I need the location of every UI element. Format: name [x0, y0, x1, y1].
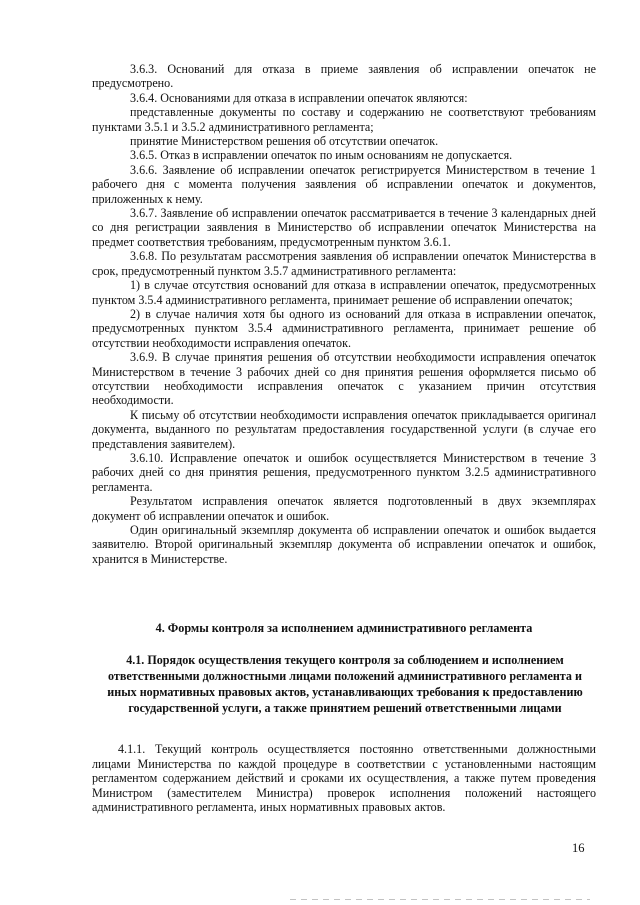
paragraph-3-6-8: 3.6.8. По результатам рассмотрения заявления об исправлении опечаток Министерства в срок, предусмотренный пунктом 3.5.7 административного регламента:: [92, 249, 596, 278]
paragraph-4-1-1: 4.1.1. Текущий контроль осуществляется постоянно ответственными должностными лицами Министерства по каждой процедуре в соответствии с установленными настоящим регламентом содержанием действий и сроками их осуществления, а также путем проведения Министром (заместителем Министра) проверок исполнения положений настоящего административного регламента, иных нормативных правовых актов.: [92, 742, 596, 815]
paragraph-3-6-10: 3.6.10. Исправление опечаток и ошибок осуществляется Министерством в течение 3 рабочих дней со дня принятия решения, предусмотренного пунктом 3.2.5 административного регламента.: [92, 450, 596, 494]
section-4-1-text: [92, 742, 596, 815]
subsection-4-1-heading: 4.1. Порядок осуществления текущего контроля за соблюдением и исполнением ответственными должностными лицами положений административного регламента и иных нормативных правовых актов, устанавливающих требования к предоставлению государственной услуги, а также принятием решений ответственными лицами: [107, 653, 583, 715]
paragraph-3-6-5: 3.6.5. Отказ в исправлении опечаток по иным основаниям не допускается.: [130, 148, 513, 163]
section-3-6-text: [92, 62, 596, 566]
paragraph-3-6-3: 3.6.3. Оснований для отказа в приеме заявления об исправлении опечаток не предусмотрено.: [92, 62, 596, 91]
paragraph-3-6-6: 3.6.6. Заявление об исправлении опечаток регистрируется Министерством в течение 1 рабочего дня с момента получения заявления об исправлении опечаток и документов, приложенных к нему.: [92, 162, 596, 206]
paragraph-refusal-ground-1: представленные документы по составу и содержанию не соответствуют требованиям пунктами 3.5.1 и 3.5.2 административного регламента;: [92, 105, 596, 134]
paragraph-letter-attachment: К письму об отсутствии необходимости исправления опечаток прикладывается оригинал документа, выданного по результатам предоставления государственной услуги (в случае его представления заявителем).: [92, 407, 596, 451]
paragraph-result: Результатом исправления опечаток является подготовленный в двух экземплярах документ об исправлении опечаток и ошибок.: [92, 494, 596, 523]
paragraph-decision-1: 1) в случае отсутствия оснований для отказа в исправлении опечаток, предусмотренных пунктом 3.5.4 административного регламента, принимает решение об исправлении опечаток;: [92, 278, 596, 307]
section-4-heading: 4. Формы контроля за исполнением административного регламента: [155, 621, 533, 635]
paragraph-decision-2: 2) в случае наличия хотя бы одного из оснований для отказа в исправлении опечаток, предусмотренных пунктом 3.5.4 административного регламента, принимает решение об отсутствии необходимости исправления опечаток.: [92, 306, 596, 350]
paragraph-3-6-4: 3.6.4. Основаниями для отказа в исправлении опечаток являются:: [130, 90, 468, 105]
paragraph-refusal-ground-2: принятие Министерством решения об отсутствии опечаток.: [130, 134, 439, 149]
page-number: 16: [572, 841, 585, 855]
paragraph-original-copies: Один оригинальный экземпляр документа об исправлении опечаток и ошибок выдается заявителю. Второй оригинальный экземпляр документа об исправлении опечаток и ошибок, хранится в Министерстве.: [92, 523, 596, 566]
scan-edge-mark: [290, 899, 590, 900]
paragraph-3-6-9: 3.6.9. В случае принятия решения об отсутствии необходимости исправления опечаток Министерством в течение 3 рабочих дней со дня принятия решения оформляется письмо об отсутствии необходимости исправления опечаток с указанием причин отсутствия необходимости.: [92, 350, 596, 408]
paragraph-3-6-7: 3.6.7. Заявление об исправлении опечаток рассматривается в течение 3 календарных дней со дня регистрации заявления в Министерство об исправлении опечаток Министерства на предмет соответствия требованиям, предусмотренным пунктом 3.6.1.: [92, 206, 596, 249]
